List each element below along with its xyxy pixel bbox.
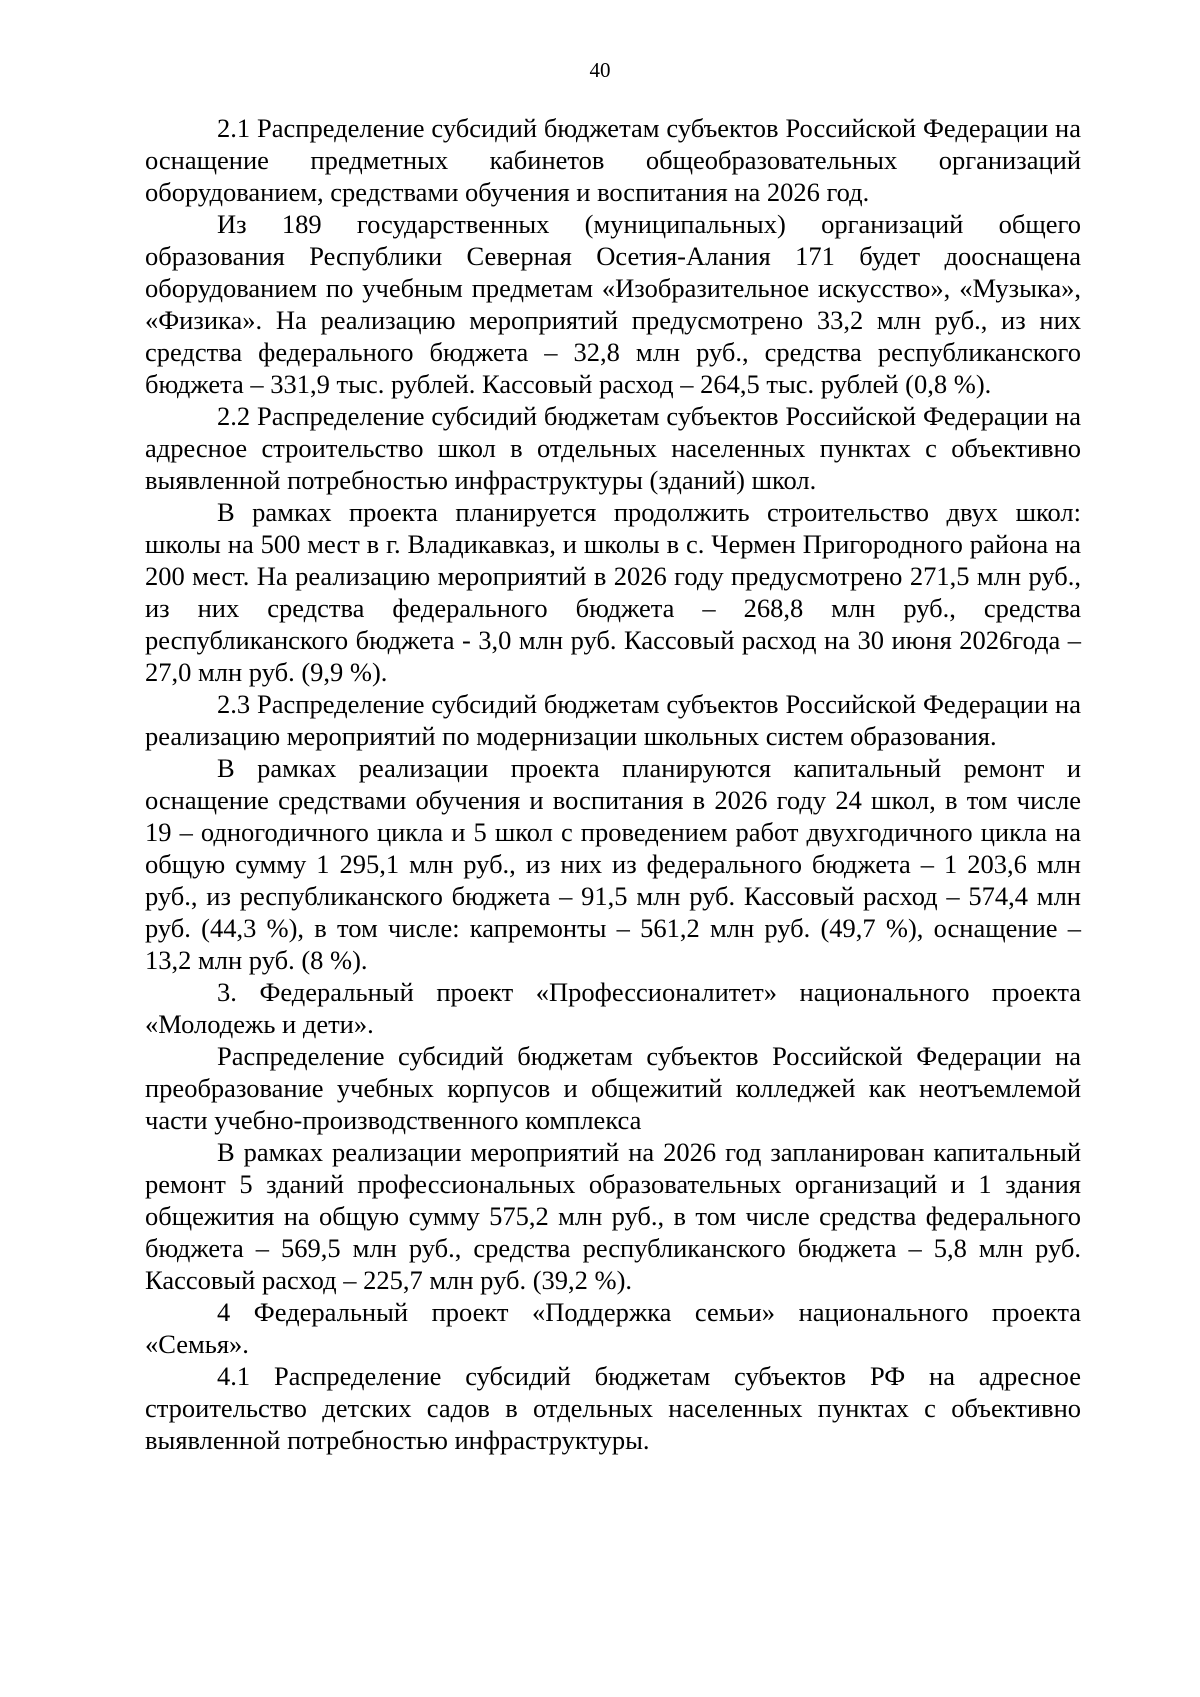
paragraph-2-3-details: В рамках реализации проекта планируются капитальный ремонт и оснащение средствами обучения и воспитания в 2026 году 24 школ, в том числе 19 – одногодичного цикла и 5 школ с проведением работ двухгодичного цикла на общую сумму 1 295,1 млн руб., из них из федерального бюджета – 1 203,6 млн руб., из республиканского бюджета – 91,5 млн руб. Кассовый расход – 574,4 млн руб. (44,3 %), в том числе: капремонты – 561,2 млн руб. (49,7 %), оснащение – 13,2 млн руб. (8 %). (145, 753, 1081, 975)
paragraph-4-heading: 4 Федеральный проект «Поддержка семьи» национального проекта «Семья». (145, 1297, 1081, 1359)
paragraph-2-1-heading: 2.1 Распределение субсидий бюджетам субъектов Российской Федерации на оснащение предметных кабинетов общеобразовательных организаций оборудованием, средствами обучения и воспитания на 2026 год. (145, 113, 1081, 207)
document-body (145, 112, 1081, 1456)
page-number: 40 (589, 58, 611, 82)
paragraph-2-1-details: Из 189 государственных (муниципальных) организаций общего образования Республики Северная Осетия-Алания 171 будет дооснащена оборудованием по учебным предметам «Изобразительное искусство», «Музыка», «Физика». На реализацию мероприятий предусмотрено 33,2 млн руб., из них средства федерального бюджета – 32,8 млн руб., средства республиканского бюджета – 331,9 тыс. рублей. Кассовый расход – 264,5 тыс. рублей (0,8 %). (145, 209, 1081, 399)
paragraph-2-2-details: В рамках проекта планируется продолжить строительство двух школ: школы на 500 мест в г. Владикавказ, и школы в с. Чермен Пригородного района на 200 мест. На реализацию мероприятий в 2026 году предусмотрено 271,5 млн руб., из них средства федерального бюджета – 268,8 млн руб., средства республиканского бюджета - 3,0 млн руб. Кассовый расход на 30 июня 2026года – 27,0 млн руб. (9,9 %). (145, 497, 1081, 687)
paragraph-2-2-heading: 2.2 Распределение субсидий бюджетам субъектов Российской Федерации на адресное строительство школ в отдельных населенных пунктах с объективно выявленной потребностью инфраструктуры (зданий) школ. (145, 401, 1081, 495)
paragraph-3-heading: 3. Федеральный проект «Профессионалитет» национального проекта «Молодежь и дети». (145, 977, 1081, 1039)
paragraph-4-1-heading: 4.1 Распределение субсидий бюджетам субъектов РФ на адресное строительство детских садов в отдельных населенных пунктах с объективно выявленной потребностью инфраструктуры. (145, 1361, 1081, 1455)
paragraph-2-3-heading: 2.3 Распределение субсидий бюджетам субъектов Российской Федерации на реализацию мероприятий по модернизации школьных систем образования. (145, 689, 1081, 751)
paragraph-3-subsidy: Распределение субсидий бюджетам субъектов Российской Федерации на преобразование учебных корпусов и общежитий колледжей как неотъемлемой части учебно-производственного комплекса (145, 1041, 1081, 1135)
paragraph-3-details: В рамках реализации мероприятий на 2026 год запланирован капитальный ремонт 5 зданий профессиональных образовательных организаций и 1 здания общежития на общую сумму 575,2 млн руб., в том числе средства федерального бюджета – 569,5 млн руб., средства республиканского бюджета – 5,8 млн руб. Кассовый расход – 225,7 млн руб. (39,2 %). (145, 1137, 1081, 1295)
